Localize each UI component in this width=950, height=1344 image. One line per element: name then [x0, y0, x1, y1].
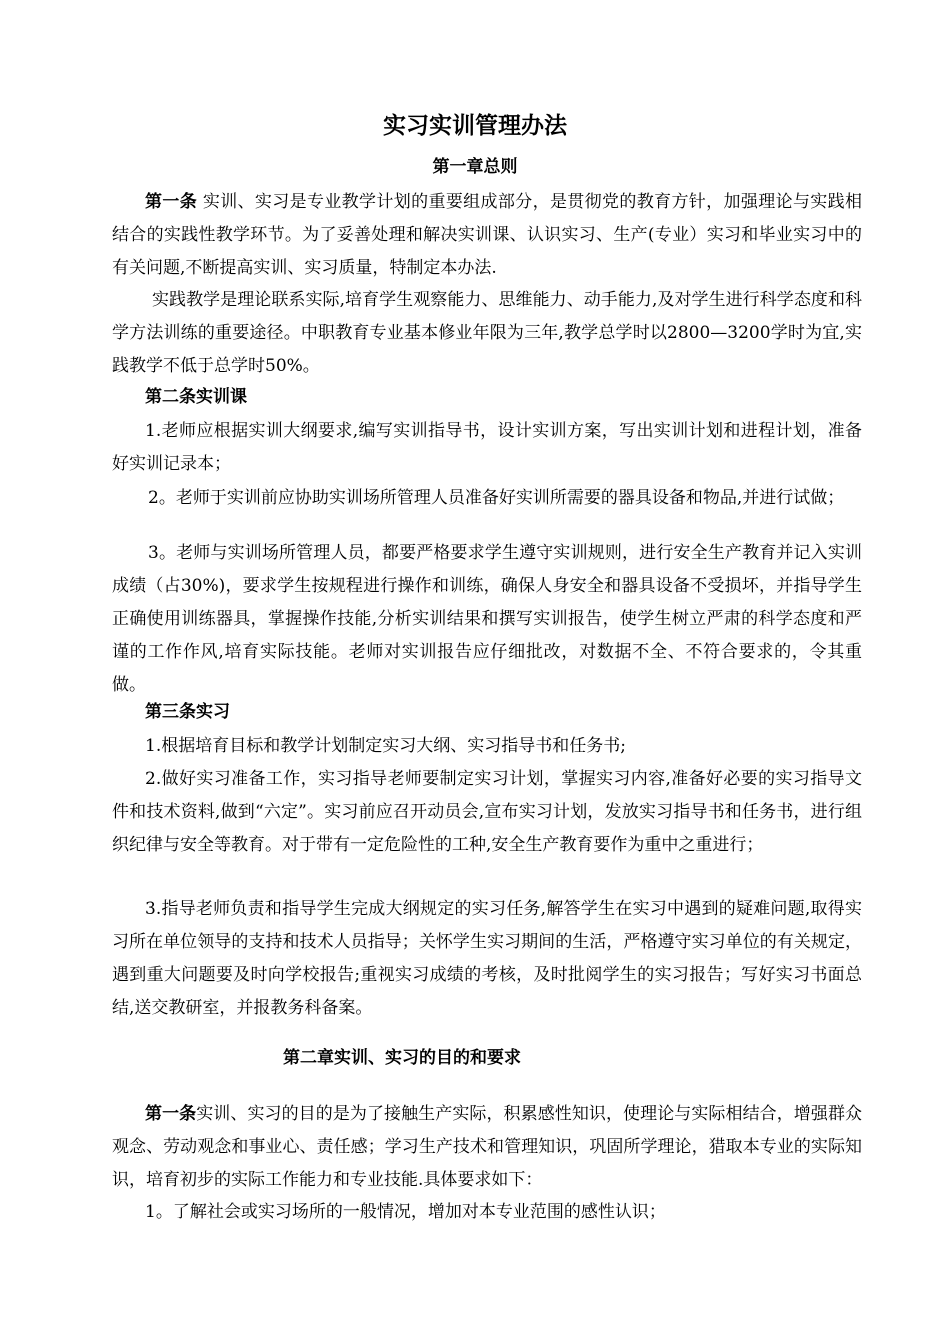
article2-item-2: 2。老师于实训前应协助实训场所管理人员准备好实训所需要的器具设备和物品,并进行试做；: [148, 488, 845, 508]
article2-item-1: 1.老师应根据实训大纲要求,编写实训指导书，设计实训方案，写出实训计划和进程计划，准备好实训记录本；: [112, 421, 862, 474]
article2-heading: 第二条实训课: [145, 387, 247, 407]
article3-item-3: 3.指导老师负责和指导学生完成大纲规定的实习任务,解答学生在实习中遇到的疑难问题,取得实习所在单位领导的支持和技术人员指导；关怀学生实习期间的生活，严格遵守实习单位的有关规定，遇到重大问题要及时向学校报告;重视实习成绩的考核，及时批阅学生的实习报告；写好实习书面总结,送交教研室，并报教务科备案。: [112, 899, 862, 1018]
article-text: 实训、实习是专业教学计划的重要组成部分，是贯彻党的教育方针，加强理论与实践相结合的实践性教学环节。为了妥善处理和解决实训课、认识实习、生产(专业）实习和毕业实习中的有关问题,不断提高实训、实习质量，特制定本办法.: [112, 192, 863, 278]
article-lead: 第一条: [145, 192, 198, 212]
article-lead: 第一条: [145, 1104, 197, 1124]
chapter2-article1: [112, 1098, 862, 1197]
article-text: 实训、实习的目的是为了接触生产实际，积累感性知识，使理论与实际相结合，增强群众观念、劳动观念和事业心、责任感；学习生产技术和管理知识，巩固所学理论，猎取本专业的实际知识，培育初步的实际工作能力和专业技能.具体要求如下：: [112, 1104, 863, 1190]
chapter2-title: 第二章实训、实习的目的和要求: [283, 1048, 521, 1068]
article3-item-2: 2.做好实习准备工作，实习指导老师要制定实习计划，掌握实习内容,准备好必要的实习指导文件和技术资料,做到“六定”。实习前应召开动员会,宣布实习计划，发放实习指导书和任务书，进行组织纪律与安全等教育。对于带有一定危险性的工种,安全生产教育要作为重中之重进行；: [112, 769, 863, 855]
article2-item-3: 3。老师与实训场所管理人员，都要严格要求学生遵守实训规则，进行安全生产教育并记入实训成绩（占30%)，要求学生按规程进行操作和训练，确保人身安全和器具设备不受损坏，并指导学生正确使用训练器具，掌握操作技能,分析实训结果和撰写实训报告，使学生树立严肃的科学态度和严谨的工作作风,培育实际技能。老师对实训报告应仔细批改，对数据不全、不符合要求的，令其重做。: [112, 543, 862, 695]
chapter1-title: 第一章总则: [432, 157, 518, 177]
practice-paragraph: 实践教学是理论联系实际,培育学生观察能力、思维能力、动手能力,及对学生进行科学态度和科学方法训练的重要途径。中职教育专业基本修业年限为三年,教学总学时以2800—3200学时为宜,实践教学不低于总学时50%。: [112, 290, 862, 376]
document-title: 实习实训管理办法: [383, 112, 567, 139]
article3-item-1: 1.根据培育目标和教学计划制定实习大纲、实习指导书和任务书;: [145, 736, 626, 756]
article3-heading: 第三条实习: [145, 702, 230, 722]
chapter2-item-1: 1。了解社会或实习场所的一般情况，增加对本专业范围的感性认识；: [145, 1202, 666, 1222]
chapter1-article1: [112, 186, 862, 285]
